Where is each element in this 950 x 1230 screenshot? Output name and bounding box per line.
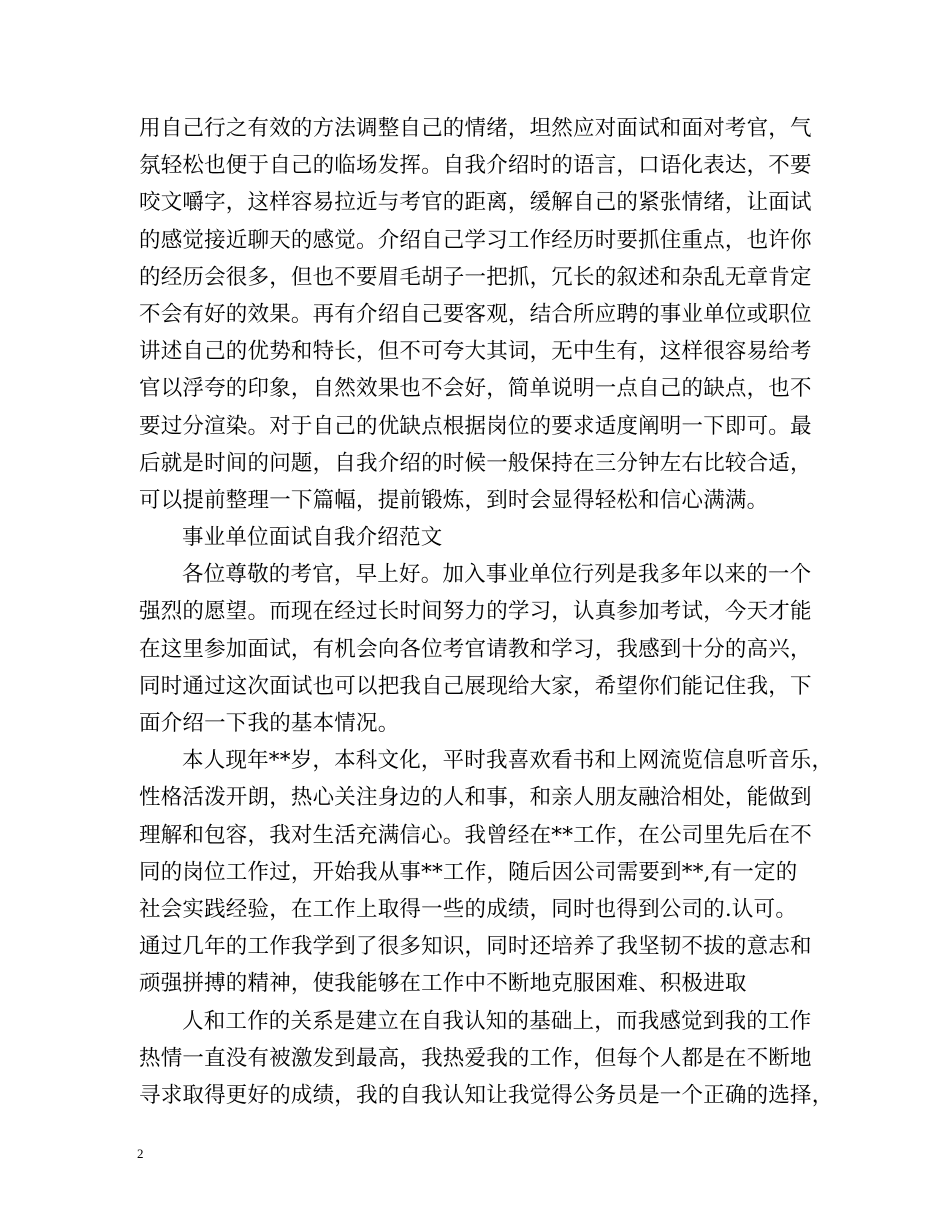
text-line-14: 强烈的愿望。而现在经过长时间努力的学习，认真参加考试，今天才能: [139, 599, 812, 625]
text-line-5: 的经历会很多，但也不要眉毛胡子一把抓，冗长的叙述和杂乱无章肯定: [139, 264, 812, 290]
text-line-21: 同的岗位工作过，开始我从事**工作，随后因公司需要到**,有一定的: [139, 859, 798, 885]
text-line-6: 不会有好的效果。再有介绍自己要客观，结合所应聘的事业单位或职位: [139, 301, 812, 327]
text-line-3: 咬文嚼字，这样容易拉近与考官的距离，缓解自己的紧张情绪，让面试: [139, 190, 812, 216]
text-line-1: 用自己行之有效的方法调整自己的情绪，坦然应对面试和面对考官，气: [139, 116, 812, 141]
text-line-15: 在这里参加面试，有机会向各位考官请教和学习，我感到十分的高兴，: [139, 636, 812, 662]
text-line-16: 同时通过这次面试也可以把我自己展现给大家，希望你们能记住我，下: [139, 673, 812, 699]
text-line-26: 热情一直没有被激发到最高，我热爱我的工作，但每个人都是在不断地: [139, 1045, 812, 1071]
text-line-4: 的感觉接近聊天的感觉。介绍自己学习工作经历时要抓住重点，也许你: [139, 227, 812, 253]
text-line-19: 性格活泼开朗，热心关注身边的人和事，和亲人朋友融洽相处，能做到: [139, 785, 812, 811]
text-line-22: 社会实践经验，在工作上取得一些的成绩，同时也得到公司的.认可。: [139, 896, 798, 922]
section-heading: 事业单位面试自我介绍范文: [182, 525, 443, 551]
text-line-2: 氛轻松也便于自己的临场发挥。自我介绍时的语言，口语化表达，不要: [139, 153, 812, 179]
page-number: 2: [137, 1146, 144, 1161]
text-line-24: 顽强拼搏的精神，使我能够在工作中不断地克服困难、积极进取: [139, 971, 747, 997]
text-line-8: 官以浮夸的印象，自然效果也不会好，简单说明一点自己的缺点，也不: [139, 376, 812, 402]
text-line-9: 要过分渲染。对于自己的优缺点根据岗位的要求适度阐明一下即可。最: [139, 413, 812, 439]
document-body: [139, 110, 834, 1114]
text-line-18: 本人现年**岁，本科文化，平时我喜欢看书和上网流览信息听音乐，: [182, 748, 834, 774]
text-line-23: 通过几年的工作我学到了很多知识，同时还培养了我坚韧不拔的意志和: [139, 934, 812, 960]
text-line-11: 可以提前整理一下篇幅，提前锻炼，到时会显得轻松和信心满满。: [139, 487, 769, 513]
text-line-7: 讲述自己的优势和特长，但不可夸大其词，无中生有，这样很容易给考: [139, 339, 812, 365]
text-line-27: 寻求取得更好的成绩，我的自我认知让我觉得公务员是一个正确的选择，: [139, 1082, 834, 1108]
text-line-17: 面介绍一下我的基本情况。: [139, 711, 400, 736]
text-line-13: 各位尊敬的考官，早上好。加入事业单位行列是我多年以来的一个: [182, 562, 812, 588]
text-line-25: 人和工作的关系是建立在自我认知的基础上，而我感觉到我的工作: [182, 1008, 812, 1034]
text-line-20: 理解和包容，我对生活充满信心。我曾经在**工作，在公司里先后在不: [139, 822, 812, 848]
text-line-10: 后就是时间的问题，自我介绍的时候一般保持在三分钟左右比较合适，: [139, 450, 812, 476]
